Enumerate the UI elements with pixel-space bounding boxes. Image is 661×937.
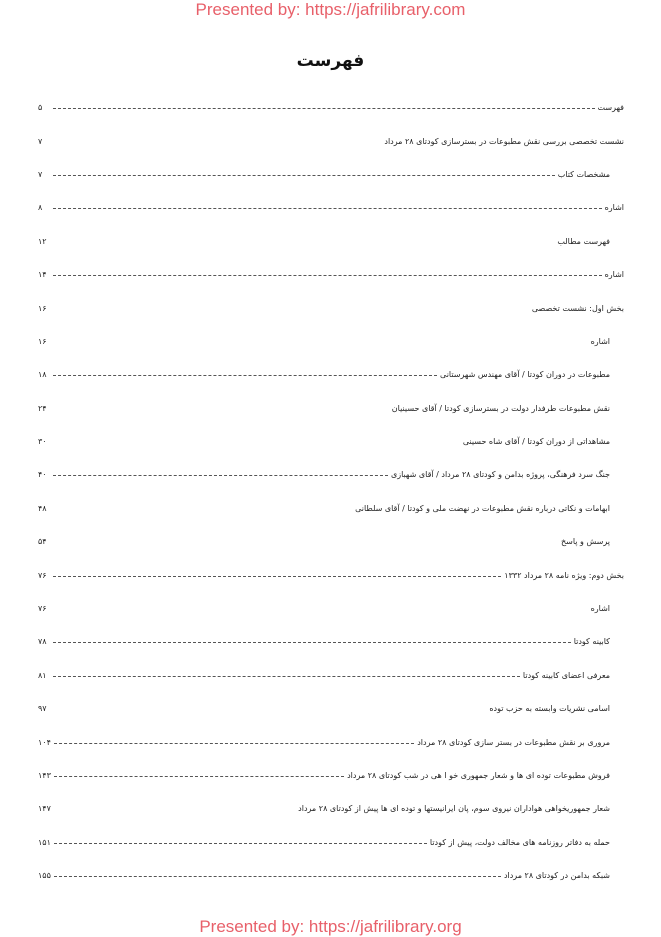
toc-leader-line xyxy=(54,843,427,844)
toc-entry[interactable] xyxy=(38,859,624,892)
toc-entry[interactable] xyxy=(38,124,624,157)
toc-leader-line xyxy=(54,876,501,877)
toc-leader-line xyxy=(54,743,414,744)
toc-entry-label[interactable]: حمله به دفاتر روزنامه های مخالف دولت، پیش از کودتا xyxy=(429,837,610,847)
toc-entry-label[interactable]: پرسش و پاسخ xyxy=(560,537,610,547)
toc-entry-page-number: ۲۴ xyxy=(38,403,47,413)
toc-entry[interactable] xyxy=(38,659,624,692)
toc-entry[interactable] xyxy=(38,492,624,525)
toc-entry-label[interactable]: اشاره xyxy=(590,336,610,346)
toc-entry-label[interactable]: فروش مطبوعات توده ای ها و شعار جمهوری خو ا هی در شب کودتای ۲۸ مرداد xyxy=(347,771,610,780)
toc-entry-label[interactable]: نقش مطبوعات طرفدار دولت در بسترسازی کودتا / آقای حسینیان xyxy=(391,403,610,413)
toc-entry-page-number: ۴۰ xyxy=(38,470,47,480)
toc-entry-label[interactable]: بخش دوم: ویژه نامه ۲۸ مرداد ۱۳۳۲ xyxy=(504,570,624,580)
watermark-top: Presented by: https://jafrilibrary.com xyxy=(195,0,466,19)
toc-entry[interactable] xyxy=(38,358,624,391)
toc-leader-line xyxy=(53,208,602,209)
toc-entry-page-number: ۷۶ xyxy=(38,604,47,614)
toc-entry-page-number: ۱۶ xyxy=(38,303,47,313)
toc-entry-page-number: ۸۱ xyxy=(38,670,47,680)
toc-entry-label[interactable]: مشخصات کتاب xyxy=(557,169,610,179)
toc-leader-line xyxy=(53,175,555,176)
toc-leader-line xyxy=(53,375,437,376)
toc-entry-page-number: ۱۵۱ xyxy=(38,837,51,847)
toc-entry[interactable] xyxy=(38,91,624,124)
toc-entry-page-number: ۵۴ xyxy=(38,537,47,547)
toc-entry-page-number: ۱۲ xyxy=(38,236,47,246)
toc-entry-page-number: ۵ xyxy=(38,103,43,113)
toc-leader-line xyxy=(53,275,602,276)
toc-entry[interactable] xyxy=(38,558,624,591)
toc-entry[interactable] xyxy=(38,725,624,758)
toc-entry[interactable] xyxy=(38,425,624,458)
toc-entry[interactable] xyxy=(38,191,624,224)
toc-leader-line xyxy=(53,108,595,109)
toc-entry-label[interactable]: بخش اول: نشست تخصصی xyxy=(531,303,624,313)
toc-entry-label[interactable]: مشاهداتی از دوران کودتا / آقای شاه حسینی xyxy=(462,437,610,447)
toc-entry-label[interactable]: ابهامات و نکاتی درباره نقش مطبوعات در نهضت ملی و کودتا / آقای سلطانی xyxy=(355,503,610,513)
toc-entry[interactable] xyxy=(38,158,624,191)
toc-entry[interactable] xyxy=(38,258,624,291)
toc-entry-page-number: ۷۸ xyxy=(38,637,47,647)
toc-leader-line xyxy=(53,642,571,643)
toc-entry-label[interactable]: اشاره xyxy=(604,270,624,280)
page-title: فهرست xyxy=(296,51,365,71)
toc-entry-page-number: ۱۵۵ xyxy=(38,871,51,881)
toc-entry-page-number: ۱۰۴ xyxy=(38,737,51,747)
toc-entry-label[interactable]: فهرست xyxy=(597,103,624,113)
toc-entry[interactable] xyxy=(38,826,624,859)
toc-entry-label[interactable]: جنگ سرد فرهنگی، پروژه بدامن و کودتای ۲۸ مرداد / آقای شهبازی xyxy=(390,470,610,480)
toc-entry[interactable] xyxy=(38,592,624,625)
toc-entry-page-number: ۷۶ xyxy=(38,570,47,580)
toc-entry[interactable] xyxy=(38,325,624,358)
toc-entry-label[interactable]: اشاره xyxy=(604,203,624,213)
toc-entry[interactable] xyxy=(38,291,624,324)
toc-entry-label[interactable]: نشست تخصصی بررسی نقش مطبوعات در بسترسازی کودتای ۲۸ مرداد xyxy=(384,136,624,146)
toc-entry-page-number: ۱۴۳ xyxy=(38,771,51,780)
toc-entry-page-number: ۷ xyxy=(38,136,43,146)
toc-entry-page-number: ۹۷ xyxy=(38,704,47,714)
toc-entry[interactable] xyxy=(38,759,624,792)
toc-entry-page-number: ۷ xyxy=(38,169,43,179)
toc-leader-line xyxy=(53,475,388,476)
toc-entry-label[interactable]: معرفی اعضای کابینه کودتا xyxy=(522,670,610,680)
toc-entry-page-number: ۳۰ xyxy=(38,437,47,447)
toc-entry-label[interactable]: اشاره xyxy=(590,604,610,614)
toc-entry-label[interactable]: اسامی نشریات وابسته به حزب توده xyxy=(489,704,610,714)
toc-entry[interactable] xyxy=(38,392,624,425)
toc-leader-line xyxy=(53,576,501,577)
toc-entry-page-number: ۱۴۷ xyxy=(38,804,51,814)
toc-entry-page-number: ۴۸ xyxy=(38,503,47,513)
toc-entry-page-number: ۸ xyxy=(38,203,43,213)
toc-entry[interactable] xyxy=(38,225,624,258)
toc-entry-label[interactable]: مروری بر نقش مطبوعات در بستر سازی کودتای ۲۸ مرداد xyxy=(417,737,610,747)
toc-entry-label[interactable]: فهرست مطالب xyxy=(557,236,610,246)
toc-entry-label[interactable]: شبکه بدامن در کودتای ۲۸ مرداد xyxy=(503,871,610,881)
toc-entry-label[interactable]: کابینه کودتا xyxy=(573,637,610,647)
toc-entry[interactable] xyxy=(38,458,624,491)
toc-entry-label[interactable]: شعار جمهوریخواهی هواداران نیروی سوم، پان ایرانیستها و توده ای ها پیش از کودتای ۲۸ مرداد xyxy=(298,804,610,814)
toc-entry[interactable] xyxy=(38,625,624,658)
watermark-bottom: Presented by: https://jafrilibrary.org xyxy=(199,917,462,936)
toc-leader-line xyxy=(53,676,520,677)
toc-entry-page-number: ۱۶ xyxy=(38,336,47,346)
toc-entry-page-number: ۱۸ xyxy=(38,370,47,380)
toc-leader-line xyxy=(54,776,344,777)
toc-entry-page-number: ۱۴ xyxy=(38,270,47,280)
toc-entry[interactable] xyxy=(38,525,624,558)
table-of-contents xyxy=(38,91,624,892)
toc-entry-label[interactable]: مطبوعات در دوران کودتا / آقای مهندس شهرستانی xyxy=(440,370,610,380)
toc-entry[interactable] xyxy=(38,692,624,725)
toc-entry[interactable] xyxy=(38,792,624,825)
